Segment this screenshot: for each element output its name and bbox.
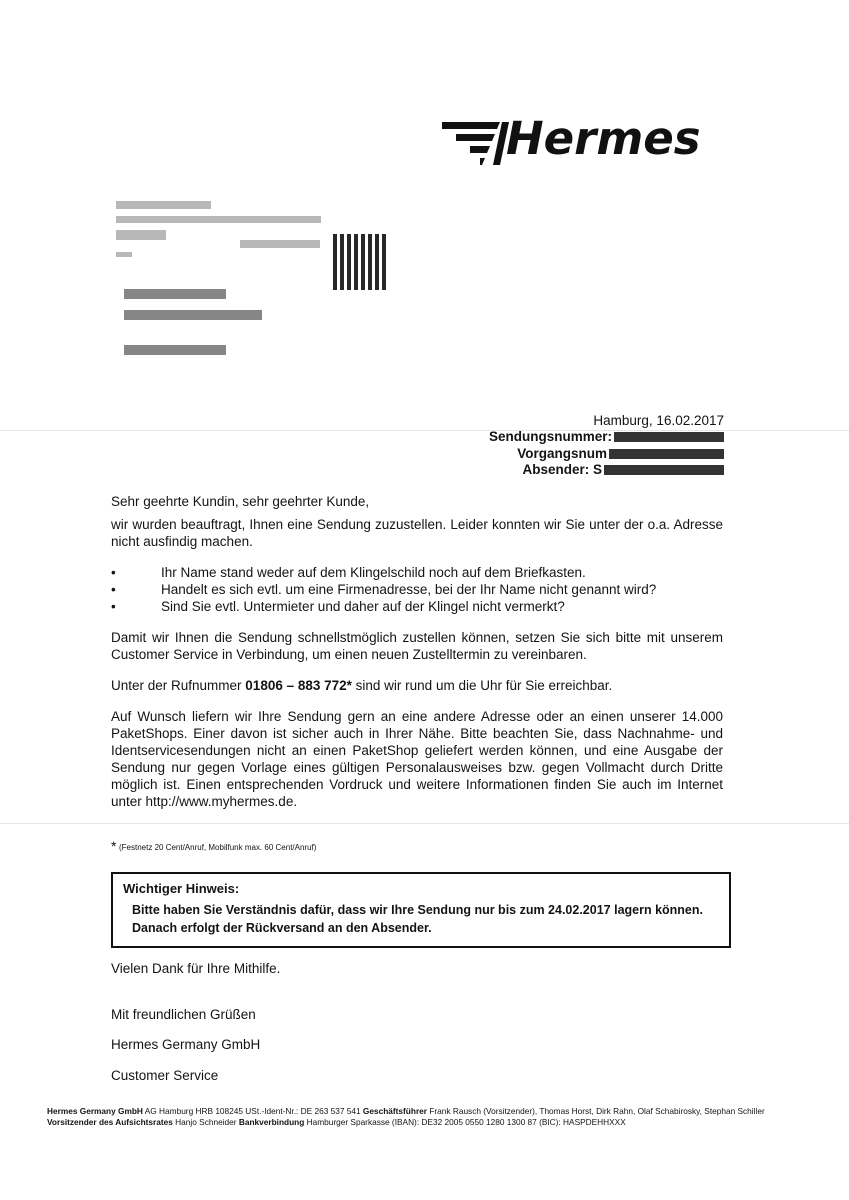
process-number-row: [517, 446, 724, 461]
logo-text: Hermes: [506, 112, 701, 165]
list-item: • Handelt es sich evtl. um eine Firmenadresse, bei der Ihr Name nicht genannt wird?: [111, 582, 657, 597]
paragraph-paketshop: Auf Wunsch liefern wir Ihre Sendung gern an eine andere Adresse oder an einen unserer 14.000 PaketShops. Einer davon ist sicher auch in Ihrer Nähe. Bitte beachten Sie, dass Nachnahme- und Identservicesendungen nicht an einen PaketShop geliefert werden können, und eine Ausgabe der Sendung nur gegen Vorlage eines gültigen Personalausweises bzw. gegen Vollmacht durch Dritte möglich ist. Einen entsprechenden Vordruck und weitere Informationen finden Sie auch im Internet unter http://www.myhermes.de.: [111, 709, 723, 809]
reason-list: [111, 564, 723, 615]
tracking-number-row: [489, 429, 724, 444]
list-item: • Sind Sie evtl. Untermieter und daher auf der Klingel nicht vermerkt?: [111, 599, 565, 614]
process-label: Vorgangsnum: [517, 446, 607, 461]
notice-title: Wichtiger Hinweis:: [123, 881, 240, 896]
footer-legal: [47, 1106, 827, 1128]
department-name: Customer Service: [111, 1068, 219, 1083]
tracking-label: Sendungsnummer:: [488, 429, 612, 444]
thanks-line: Vielen Dank für Ihre Mithilfe.: [111, 961, 281, 976]
sender-label: Absender: S: [522, 462, 602, 477]
footnote-star: *: [111, 838, 117, 854]
closing-line: Mit freundlichen Grüßen: [111, 1007, 256, 1022]
redacted-barcode: [333, 234, 389, 290]
hermes-logo: [442, 112, 727, 168]
important-notice-box: [111, 872, 731, 948]
salutation: Sehr geehrte Kundin, sehr geehrter Kunde,: [111, 494, 370, 509]
notice-line-2: Danach erfolgt der Rückversand an den Absender.: [132, 921, 432, 935]
company-name: Hermes Germany GmbH: [111, 1037, 261, 1052]
paragraph-intro: wir wurden beauftragt, Ihnen eine Sendung zuzustellen. Leider konnten wir Sie unter der o.a. Adresse nicht ausfindig machen.: [111, 517, 723, 549]
phone-number: 01806 – 883 772*: [245, 678, 352, 693]
sender-row: [522, 462, 724, 477]
footnote-text: (Festnetz 20 Cent/Anruf, Mobilfunk max. 60 Cent/Anruf): [119, 843, 317, 852]
footer-line-2: Vorsitzender des Aufsichtsrates Hanjo Schneider Bankverbindung Hamburger Sparkasse (IBAN): DE32 2005 0550 1280 1300 87 (BIC): HASPDEHHXXX: [47, 1117, 626, 1127]
footer-line-1: Hermes Germany GmbH AG Hamburg HRB 108245 USt.-Ident-Nr.: DE 263 537 541 Geschäftsführer Frank Rausch (Vorsitzender), Thomas Horst, Dirk Rahn, Olaf Schabirosky, Stephan Schiller: [47, 1106, 765, 1116]
phone-line: Unter der Rufnummer 01806 – 883 772* sind wir rund um die Uhr für Sie erreichbar.: [111, 678, 613, 693]
fold-mark: [0, 823, 849, 824]
paragraph-contact: Damit wir Ihnen die Sendung schnellstmöglich zustellen können, setzen Sie sich bitte mit unserem Customer Service in Verbindung, um einen neuen Zustelltermin zu vereinbaren.: [111, 630, 723, 662]
list-item: • Ihr Name stand weder auf dem Klingelschild noch auf dem Briefkasten.: [111, 565, 586, 580]
place-date: Hamburg, 16.02.2017: [593, 413, 724, 428]
notice-line-1: Bitte haben Sie Verständnis dafür, dass wir Ihre Sendung nur bis zum 24.02.2017 lagern können.: [132, 903, 703, 917]
hermes-logo-stripes-icon: [442, 118, 512, 168]
